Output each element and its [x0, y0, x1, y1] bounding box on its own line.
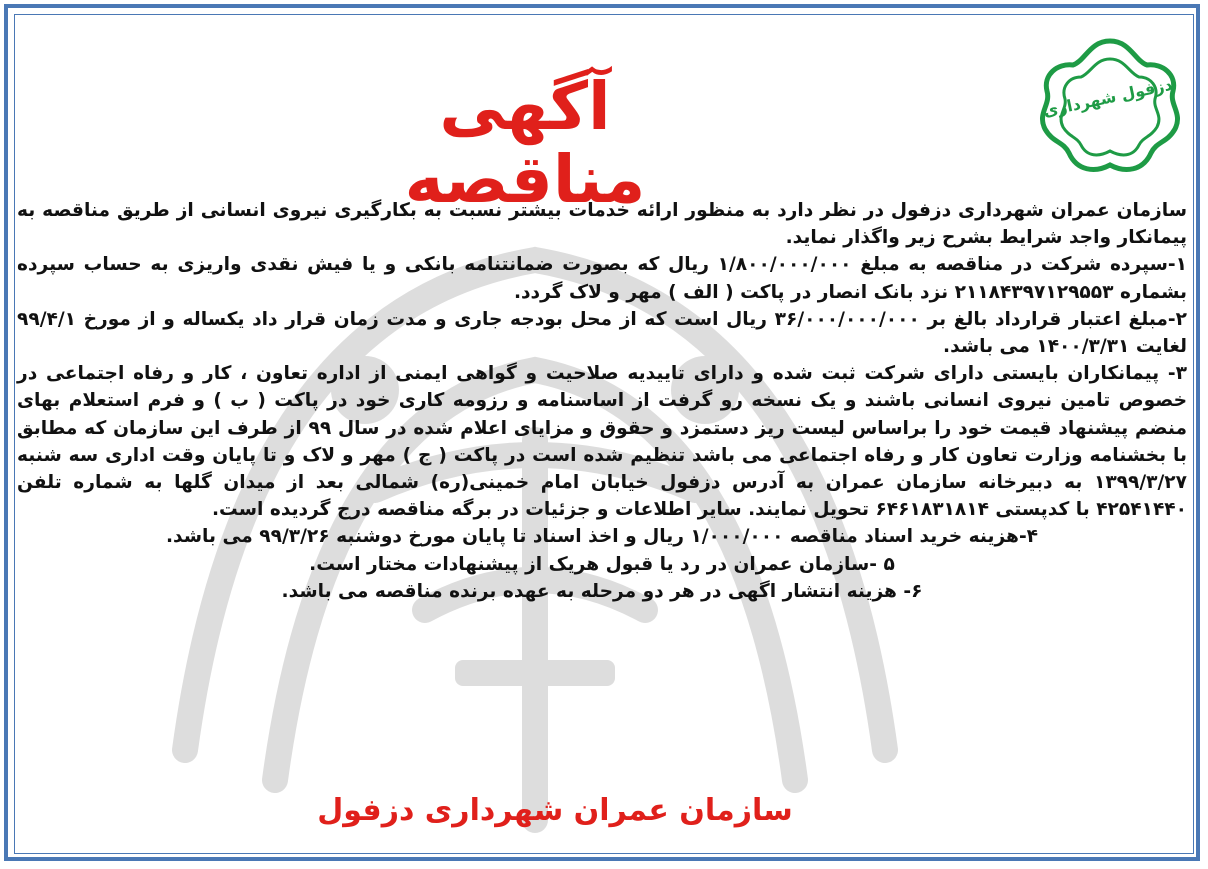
clause-5: ۵ -سازمان عمران در رد یا قبول هریک از پیشنهادات مختار است. — [309, 553, 895, 575]
signature: سازمان عمران شهرداری دزفول — [317, 793, 793, 828]
notice-frame — [14, 14, 1194, 854]
clause-2: ۲-مبلغ اعتبار قرارداد بالغ بر ۳۶/۰۰۰/۰۰۰/۰۰۰ ریال است که از محل بودجه جاری و مدت زمان قرار داد یکساله و از مورخ ۹۹/۴/۱ لغایت ۱۴۰۰/۳/۳۱ می باشد. — [17, 308, 1187, 358]
intro-paragraph: سازمان عمران شهرداری دزفول در نظر دارد به منظور ارائه خدمات بیشتر نسبت به بکارگیری نیروی انسانی از طریق مناقصه به پیمانکار واجد شرایط بشرح زیر واگذار نماید. — [17, 200, 1187, 249]
clause-6: ۶- هزینه انتشار اگهی در هر دو مرحله به عهده برنده مناقصه می باشد. — [281, 580, 923, 602]
municipality-logo-icon — [1035, 33, 1185, 183]
clause-4: ۴-هزینه خرید اسناد مناقصه ۱/۰۰۰/۰۰۰ ریال و اخذ اسناد تا پایان مورخ دوشنبه ۹۹/۳/۲۶ می باشد. — [165, 526, 1039, 548]
notice-title: آگهی مناقصه — [404, 68, 646, 218]
logo-text: دزفول شهرداری — [1041, 74, 1174, 121]
notice-body — [17, 197, 1187, 605]
clause-3: ۳- پیمانکاران بایستی دارای شرکت ثبت شده و دارای تاییدیه صلاحیت و گواهی ایمنی از اداره تعاون ، کار و رفاه اجتماعی در خصوص تامین نیروی انسانی باشند و یک نسخه رو گرفت از اساسنامه و رزومه کاری خود در پاکت ( ب ) و فرم استعلام بهای منضم پیشنهاد قیمت خود را براساس لیست ریز دستمزد و حقوق و مزایای اعلام شده در سال ۹۹ از طرف این سازمان که مطابق با بخشنامه وزارت تعاون کار و رفاه اجتماعی می باشد تنظیم شده است در پاکت ( ج ) مهر و لاک و تا پایان وقت اداری سه شنبه ۱۳۹۹/۳/۲۷ به دبیرخانه سازمان عمران به آدرس دزفول خیابان امام خمینی(ره) شمالی بعد از میدان گلها به شماره تلفن ۴۲۵۴۱۴۴۰ با کدپستی ۶۴۶۱۸۳۱۸۱۴ تحویل نمایند. سایر اطلاعات و جزئیات در برگه مناقصه درج گردیده است. — [17, 363, 1187, 521]
clause-1: ۱-سپرده شرکت در مناقصه به مبلغ ۱/۸۰۰/۰۰۰/۰۰۰ ریال که بصورت ضمانتنامه بانکی و یا فیش نقدی واریزی به حساب سپرده بشماره ۲۱۱۸۴۳۹۷۱۲۹۵۵۳ نزد بانک انصار در پاکت ( الف ) مهر و لاک گردد. — [17, 254, 1187, 303]
